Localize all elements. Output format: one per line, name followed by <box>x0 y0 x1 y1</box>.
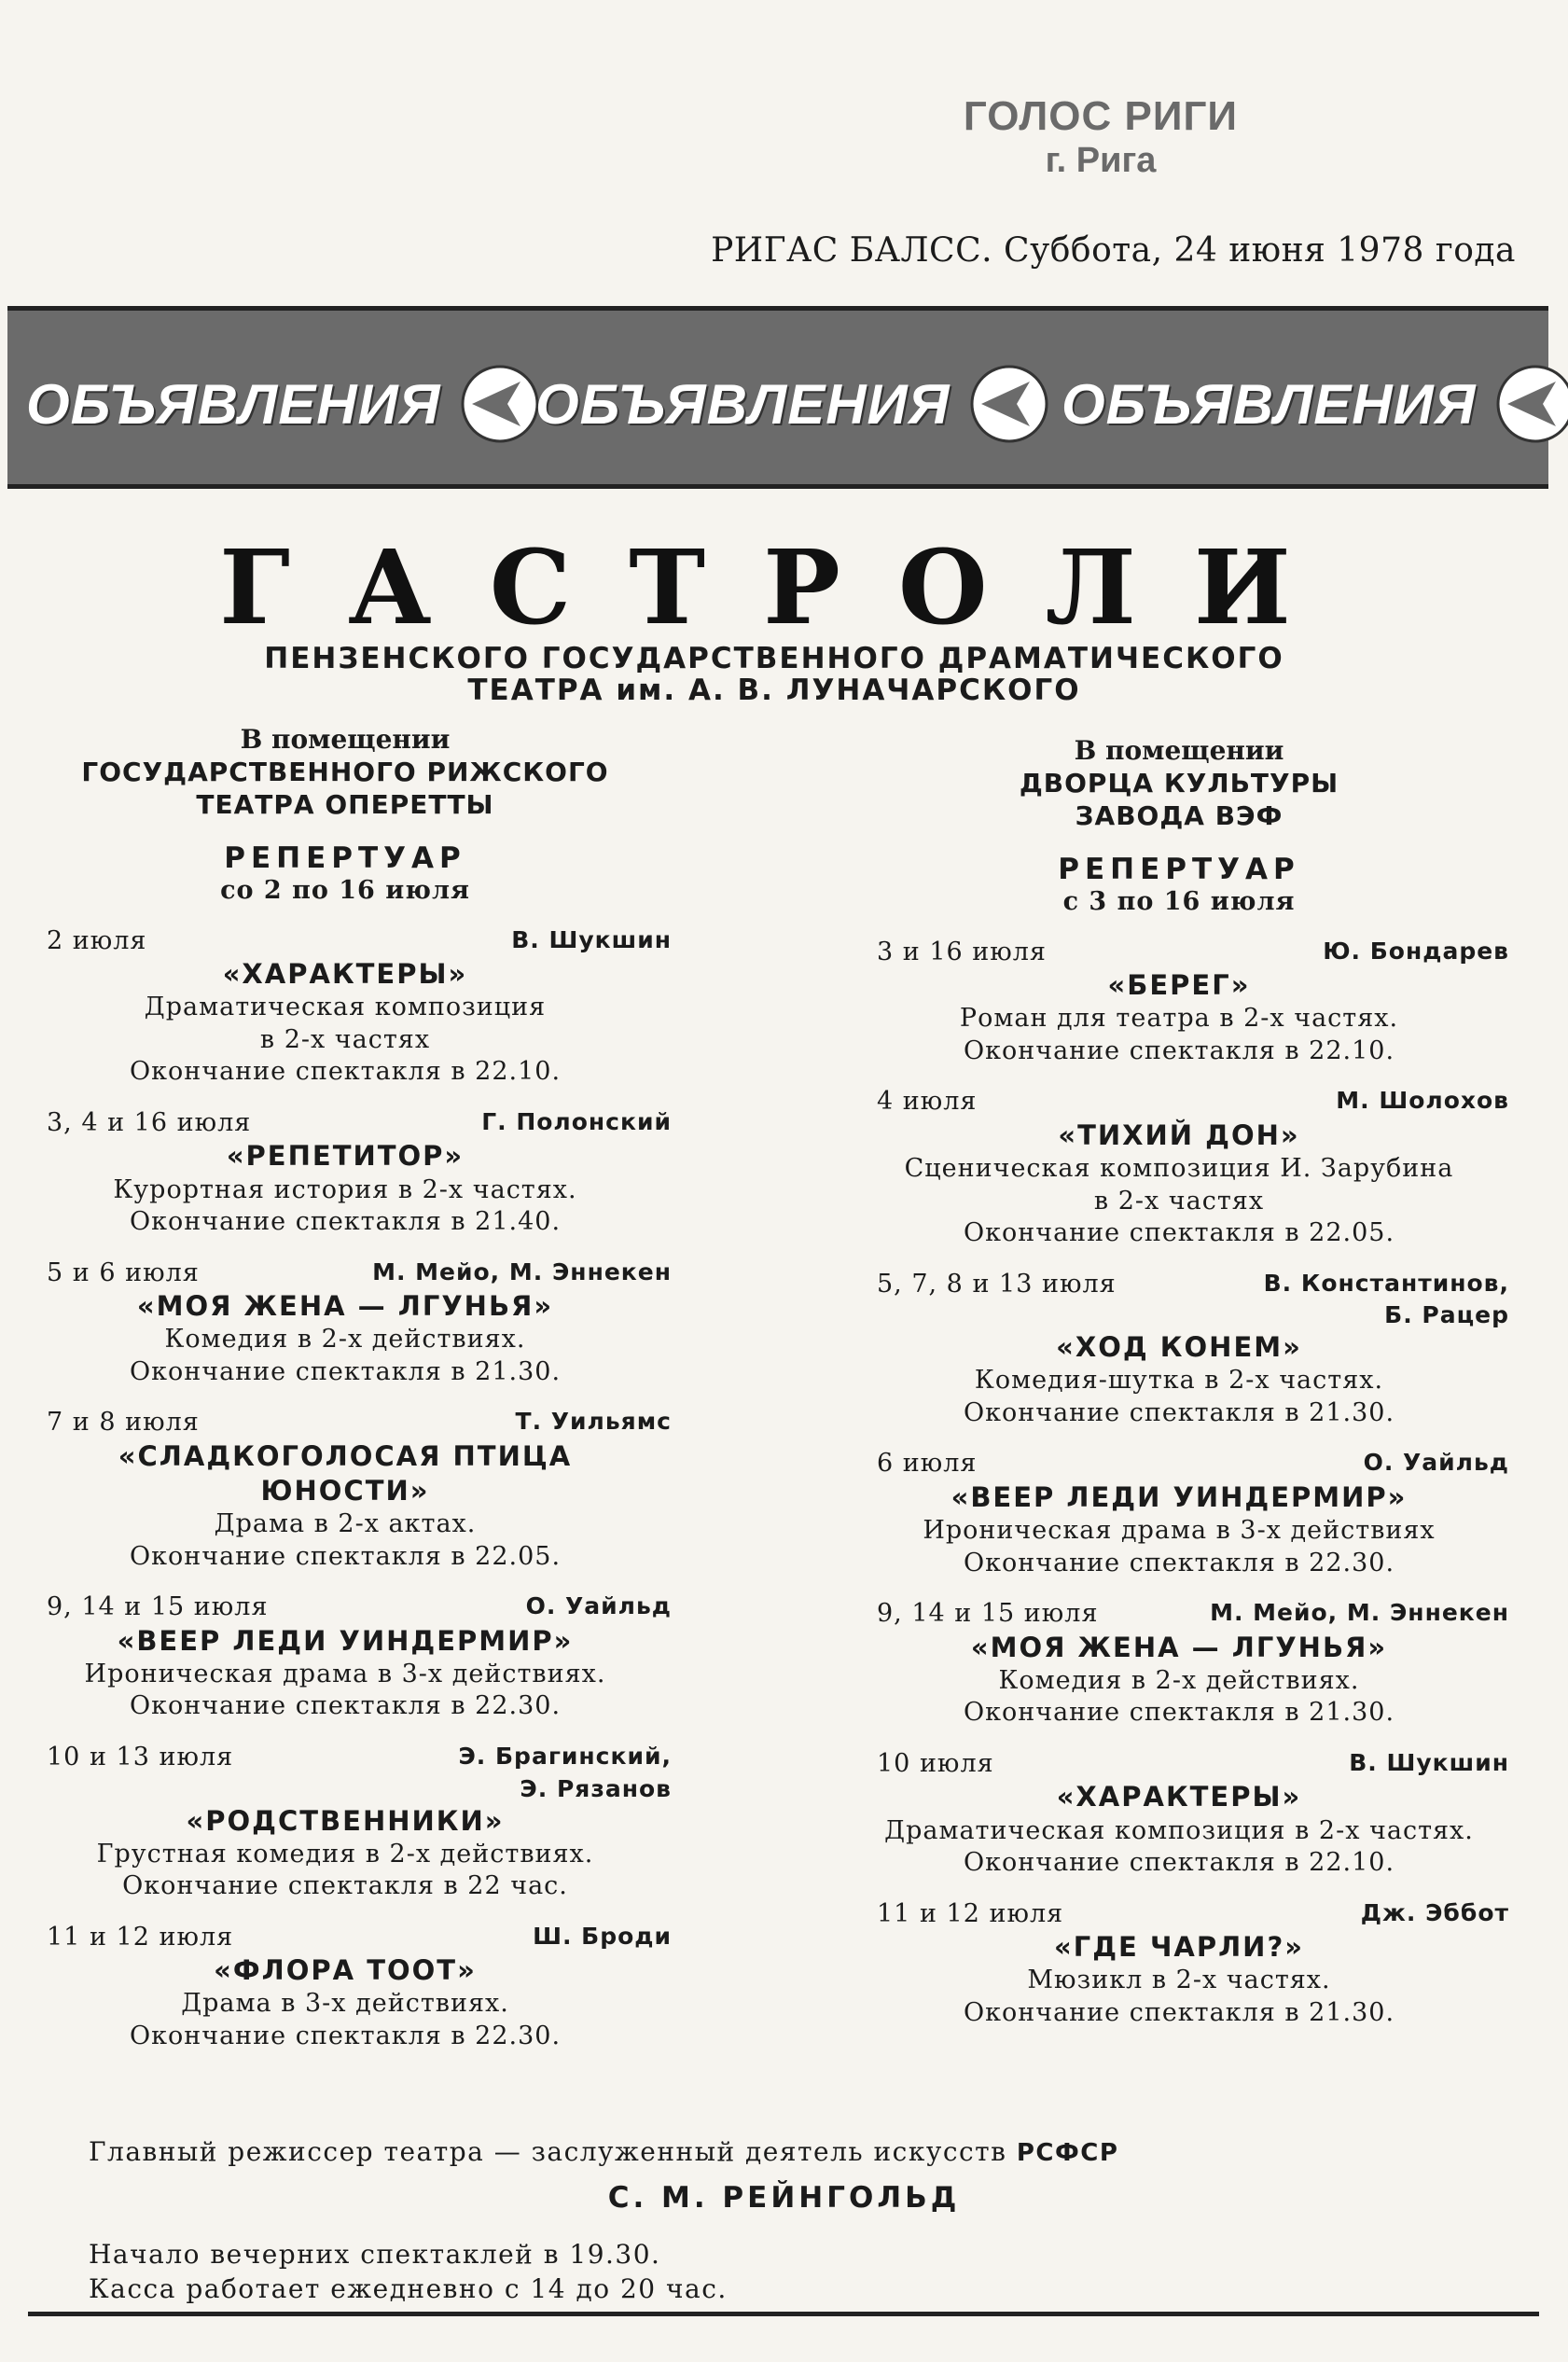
venue-pre: В помещении <box>1074 735 1284 766</box>
entry-end: Окончание спектакля в 22.10. <box>963 1035 1395 1065</box>
entry-desc: Ироническая драма в 3-х действиях. <box>84 1659 606 1688</box>
entry-desc: Комедия в 2-х действиях. <box>998 1665 1360 1695</box>
entry-play: «ХАРАКТЕРЫ» <box>222 958 468 991</box>
entry-author: О. Уайльд <box>1363 1449 1509 1477</box>
entry-end: Окончание спектакля в 22.05. <box>963 1218 1395 1248</box>
left-venue <box>9 723 681 821</box>
entry-author: В. Шукшин <box>511 925 672 953</box>
entry-play: «ВЕЕР ЛЕДИ УИНДЕРМИР» <box>951 1480 1408 1513</box>
entry-play: «ВЕЕР ЛЕДИ УИНДЕРМИР» <box>117 1624 574 1657</box>
banner-item-3 <box>1062 367 1568 441</box>
banner-word: ОБЪЯВЛЕНИЯ <box>535 372 951 436</box>
newspaper-stamp <box>840 93 1362 181</box>
entry-end: Окончание спектакля в 22 час. <box>122 1871 568 1901</box>
entry-play: «ГДЕ ЧАРЛИ?» <box>1054 1931 1304 1964</box>
entry-play: «МОЯ ЖЕНА — ЛГУНЬЯ» <box>136 1290 554 1323</box>
performance-entry <box>9 1591 681 1723</box>
entry-play: «СЛАДКОГОЛОСАЯ ПТИЦА <box>118 1439 573 1472</box>
entry-author: Г. Полонский <box>481 1107 672 1135</box>
entry-desc: Драма в 2-х актах. <box>214 1509 477 1539</box>
arrow-circle-icon <box>459 363 541 445</box>
entry-dates: 11 и 12 июля <box>877 1898 1064 1928</box>
entry-dates: 9, 14 и 15 июля <box>877 1599 1099 1629</box>
entry-author: Т. Уильямс <box>515 1408 672 1436</box>
entry-dates: 11 и 12 июля <box>47 1922 234 1952</box>
repertoire-heading: РЕПЕРТУАР <box>1058 853 1300 886</box>
entry-author: Ю. Бондарев <box>1323 937 1509 965</box>
venue-line-2: ЗАВОДА ВЭФ <box>1075 800 1284 831</box>
entry-desc-2: в 2-х частях <box>259 1024 431 1054</box>
subtitle-line-2: ТЕАТРА им. А. В. ЛУНАЧАРСКОГО <box>467 674 1081 707</box>
entry-end: Окончание спектакля в 21.30. <box>129 1356 562 1386</box>
performance-entry <box>840 937 1519 1068</box>
entry-desc: Грустная комедия в 2-х действиях. <box>96 1839 594 1869</box>
entry-play: «МОЯ ЖЕНА — ЛГУНЬЯ» <box>970 1631 1388 1663</box>
main-title: ГАСТРОЛИ <box>219 527 1349 647</box>
entry-author: О. Уайльд <box>525 1592 672 1620</box>
entry-author-2: Э. Рязанов <box>520 1774 672 1802</box>
venue-line-2: ТЕАТРА ОПЕРЕТТЫ <box>196 789 494 820</box>
entry-end: Окончание спектакля в 22.30. <box>963 1548 1395 1577</box>
entry-desc: Комедия в 2-х действиях. <box>164 1325 526 1355</box>
arrow-circle-icon <box>1494 363 1568 445</box>
entry-play: «БЕРЕГ» <box>1107 969 1251 1002</box>
performance-entry <box>9 1257 681 1389</box>
performance-entry <box>840 1748 1519 1880</box>
venue-line-1: ДВОРЦА КУЛЬТУРЫ <box>1019 768 1339 799</box>
bottom-rule <box>28 2312 1539 2316</box>
entry-author: Дж. Эббот <box>1360 1898 1509 1926</box>
repertoire-period: с 3 по 16 июля <box>1062 887 1296 917</box>
entry-play: «ФЛОРА ТООТ» <box>214 1954 477 1987</box>
entry-dates: 10 и 13 июля <box>47 1742 234 1772</box>
entry-desc-2: в 2-х частях <box>1093 1186 1265 1216</box>
performance-entry <box>840 1898 1519 2030</box>
entry-desc: Ироническая драма в 3-х действиях <box>923 1516 1436 1546</box>
entry-desc: Драматическая композиция <box>144 993 547 1022</box>
performance-entry <box>9 925 681 1089</box>
entry-dates: 4 июля <box>877 1087 978 1117</box>
entry-play: «РЕПЕТИТОР» <box>226 1140 465 1173</box>
entry-author: Э. Брагинский, <box>458 1742 672 1770</box>
performance-entry <box>840 1448 1519 1579</box>
box-office-note: Касса работает ежедневно с 14 до 20 час. <box>89 2273 728 2304</box>
entry-desc: Курортная история в 2-х частях. <box>113 1174 577 1204</box>
performance-entry <box>840 1086 1519 1249</box>
entry-play: «ХОД КОНЕМ» <box>1056 1331 1302 1364</box>
director-name: С. М. РЕЙНГОЛЬД <box>607 2181 961 2215</box>
entry-desc: Драма в 3-х действиях. <box>181 1989 509 2019</box>
entry-end: Окончание спектакля в 21.40. <box>129 1207 562 1237</box>
entry-author: М. Мейо, М. Эннекен <box>372 1257 672 1285</box>
entry-author: В. Константинов, <box>1263 1269 1509 1297</box>
entry-desc: Драматическая композиция в 2-х частях. <box>884 1815 1474 1845</box>
entry-dates: 5, 7, 8 и 13 июля <box>877 1269 1117 1299</box>
entry-dates: 10 июля <box>877 1748 994 1778</box>
performance-entry <box>9 1922 681 2053</box>
stamp-line-1: ГОЛОС РИГИ <box>963 93 1239 139</box>
banner-item-1 <box>26 367 541 441</box>
stamp-line-2: г. Рига <box>1045 140 1157 180</box>
dateline: РИГАС БАЛСС. Суббота, 24 июня 1978 года <box>711 231 1516 270</box>
announcements-banner <box>7 306 1548 489</box>
entry-end: Окончание спектакля в 21.30. <box>963 1997 1395 2027</box>
entry-dates: 3 и 16 июля <box>877 937 1047 966</box>
entry-desc: Сценическая композиция И. Зарубина <box>904 1153 1454 1183</box>
entry-dates: 2 июля <box>47 925 147 955</box>
entry-end: Окончание спектакля в 21.30. <box>963 1698 1395 1728</box>
entry-dates: 3, 4 и 16 июля <box>47 1107 252 1137</box>
venue-pre: В помещении <box>240 724 451 755</box>
director-label: Главный режиссер театра — заслуженный деятель искусств <box>89 2136 1007 2167</box>
performance-entry <box>9 1107 681 1239</box>
entry-desc: Роман для театра в 2-х частях. <box>959 1004 1399 1034</box>
entry-dates: 6 июля <box>877 1449 978 1479</box>
director-line <box>89 2136 1118 2167</box>
entry-end: Окончание спектакля в 22.10. <box>963 1848 1395 1878</box>
performance-entry <box>840 1598 1519 1730</box>
entry-desc: Комедия-шутка в 2-х частях. <box>974 1366 1384 1396</box>
entry-play: «РОДСТВЕННИКИ» <box>186 1804 505 1837</box>
repertoire-period: со 2 по 16 июля <box>220 876 470 906</box>
entry-end: Окончание спектакля в 22.05. <box>129 1541 562 1571</box>
right-column <box>840 723 1519 2029</box>
director-org: РСФСР <box>1016 2139 1119 2167</box>
performance-entry <box>9 1742 681 1903</box>
entry-end: Окончание спектакля в 22.30. <box>129 2021 562 2050</box>
entry-author: М. Шолохов <box>1336 1087 1509 1115</box>
entry-dates: 9, 14 и 15 июля <box>47 1592 269 1622</box>
entry-play-2: ЮНОСТИ» <box>260 1475 430 1508</box>
entry-author: М. Мейо, М. Эннекен <box>1210 1599 1509 1627</box>
entry-end: Окончание спектакля в 22.30. <box>129 1691 562 1721</box>
entry-author-2: Б. Рацер <box>1384 1301 1509 1329</box>
right-venue <box>840 734 1519 832</box>
left-column <box>9 723 681 2052</box>
banner-item-2 <box>535 367 1050 441</box>
entry-dates: 7 и 8 июля <box>47 1408 200 1438</box>
arrow-circle-icon <box>968 363 1050 445</box>
performance-entry <box>9 1407 681 1573</box>
entry-author: В. Шукшин <box>1349 1748 1509 1776</box>
banner-word: ОБЪЯВЛЕНИЯ <box>1062 372 1477 436</box>
entry-play: «ХАРАКТЕРЫ» <box>1056 1781 1302 1813</box>
entry-play: «ТИХИЙ ДОН» <box>1058 1118 1300 1151</box>
banner-word: ОБЪЯВЛЕНИЯ <box>26 372 441 436</box>
start-time-note: Начало вечерних спектаклей в 19.30. <box>89 2239 661 2270</box>
entry-end: Окончание спектакля в 21.30. <box>963 1397 1395 1427</box>
entry-author: Ш. Броди <box>533 1922 672 1950</box>
subtitle-line-1: ПЕНЗЕНСКОГО ГОСУДАРСТВЕННОГО ДРАМАТИЧЕСКОГО <box>264 642 1284 675</box>
entry-end: Окончание спектакля в 22.10. <box>129 1057 562 1087</box>
repertoire-heading: РЕПЕРТУАР <box>224 841 466 875</box>
performance-entry <box>840 1269 1519 1430</box>
venue-line-1: ГОСУДАРСТВЕННОГО РИЖСКОГО <box>81 757 609 787</box>
entry-desc: Мюзикл в 2-х частях. <box>1027 1966 1331 1995</box>
entry-dates: 5 и 6 июля <box>47 1257 200 1287</box>
